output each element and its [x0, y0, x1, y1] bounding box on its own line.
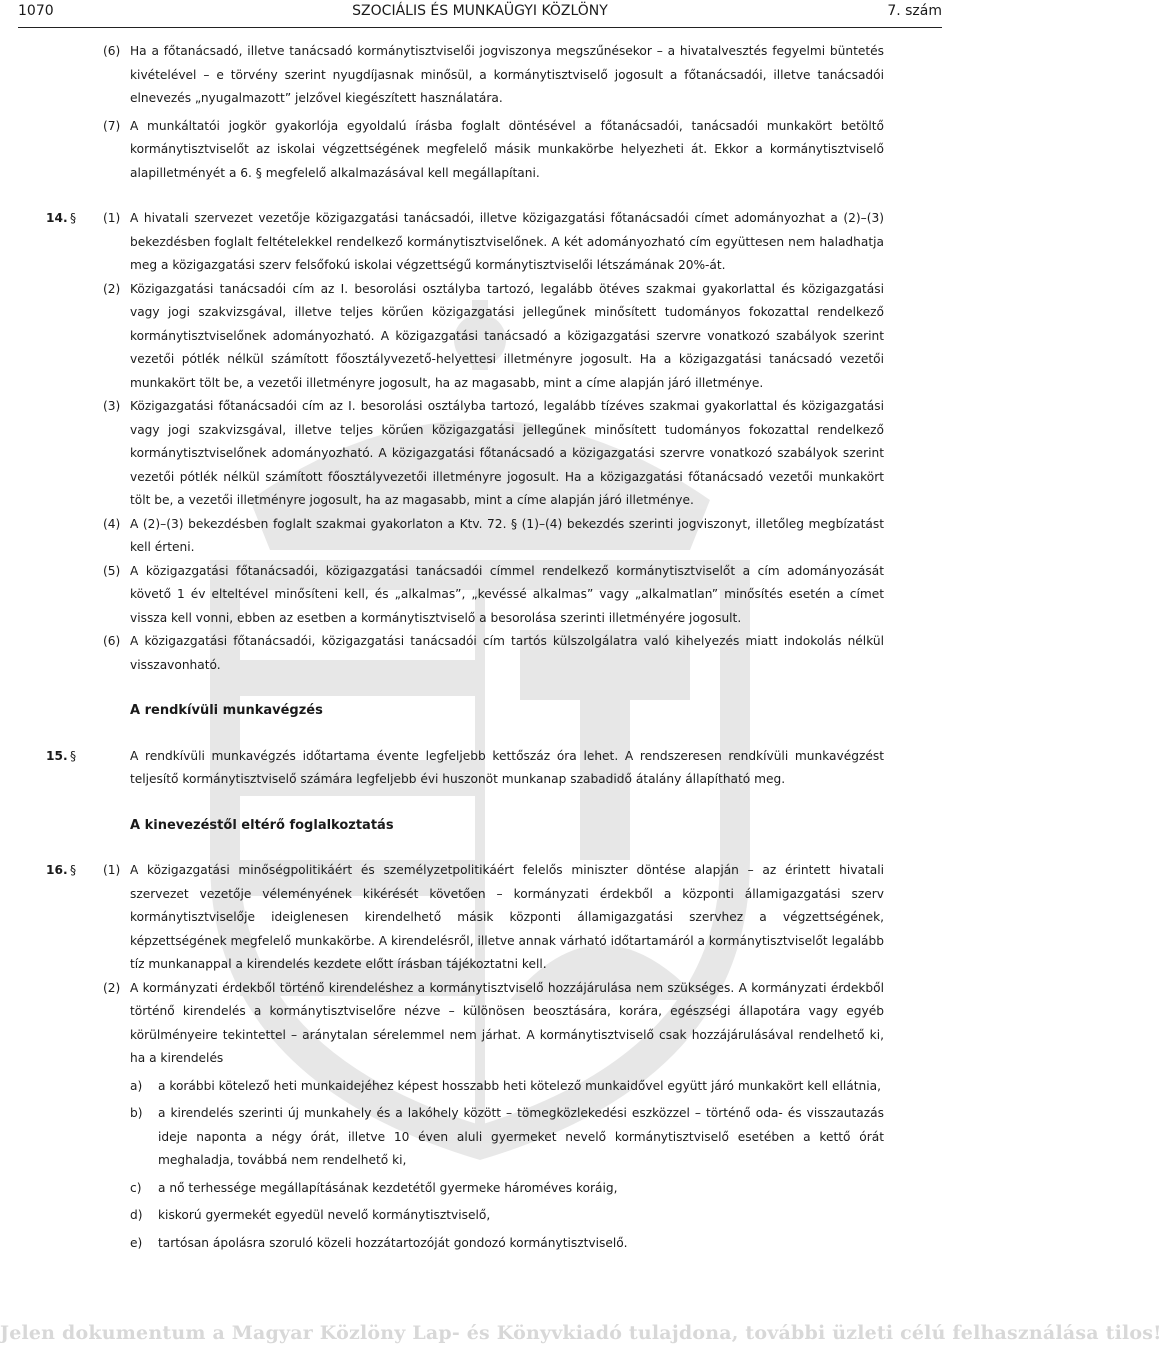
paragraph: [0, 560, 960, 631]
list-item: [0, 1232, 960, 1256]
issue-number: 7. szám: [887, 3, 942, 19]
paragraph-number: (3): [103, 399, 121, 413]
paragraph-text: A munkáltatói jogkör gyakorlója egyoldalú írásba foglalt döntésével a főtanácsadói, tanácsadói munkakört betöltő kormánytisztviselőt az iskolai végzettségének megfelelő másik munkakörbe helyezheti át. Ekkor a kormánytisztviselő alapilletményét a 6. § megfelelő alkalmazásával kell megállapítani.: [130, 118, 884, 180]
list-item: [0, 1204, 960, 1228]
point-label: e): [130, 1235, 143, 1250]
paragraph: [0, 630, 960, 677]
paragraph-number: (7): [103, 118, 121, 133]
page-header: [18, 3, 942, 28]
paragraph-text: A közigazgatási főtanácsadói, közigazgatási tanácsadói címmel rendelkező kormánytisztviselőt a cím adományozását követő 1 év elteltével minősíteni kell, és „alkalmas”, „kevéssé alkalmas” vagy „alkalmatlan” minősítés esetén a címet vissza kell vonni, ebben az esetben a kormánytisztviselő a besorolása szerinti illetményére jogosult.: [130, 563, 884, 625]
paragraph-number: (1): [103, 863, 121, 877]
paragraph-text: A kormányzati érdekből történő kirendeléshez a kormánytisztviselő hozzájárulása nem szükséges. A kormányzati érdekből történő kirendelés a kormánytisztviselőre nézve – különösen beosztására, korára, egészségi állapotára vagy egyéb körülményeire tekintettel – aránytalan sérelemmel nem járhat. A kormánytisztviselő csak hozzájárulásával rendelhető ki, ha a kirendelés: [130, 980, 884, 1065]
paragraph-number: (4): [103, 516, 121, 531]
section-16: [0, 859, 960, 1255]
paragraph: [0, 395, 960, 513]
point-text: a nő terhessége megállapításának kezdetétől gyermeke hároméves koráig,: [158, 1180, 618, 1195]
paragraph-number: (6): [103, 44, 121, 58]
section-symbol: §: [70, 211, 77, 225]
paragraph-text: A közigazgatási főtanácsadói, közigazgatási tanácsadói cím tartós külszolgálatra való kihelyezés miatt indokolás nélkül visszavonható.: [130, 634, 884, 672]
list-item: [0, 1102, 960, 1173]
paragraph-6: [0, 40, 960, 111]
paragraph-7: [0, 115, 960, 186]
page-number: 1070: [18, 3, 54, 19]
copyright-watermark: Jelen dokumentum a Magyar Közlöny Lap- és Könyvkiadó tulajdona, további üzleti célú felhasználása tilos!: [0, 1322, 1162, 1344]
point-label: c): [130, 1180, 142, 1195]
paragraph-text: A rendkívüli munkavégzés időtartama évente legfeljebb kettőszáz óra lehet. A rendszeresen rendkívüli munkavégzést teljesítő kormánytisztviselő számára legfeljebb évi huszonöt munkanap szabadidő átalány állapítható meg.: [130, 748, 884, 786]
point-text: tartósan ápolásra szoruló közeli hozzátartozóját gondozó kormánytisztviselő.: [158, 1235, 628, 1250]
section-number: 16.: [46, 863, 68, 877]
paragraph: [0, 859, 960, 977]
section-14: [0, 207, 960, 677]
paragraph-text: A közigazgatási minőségpolitikáért és személyzetpolitikáért felelős miniszter döntése alapján – az érintett hivatali szervezet vezetője véleményének kikérését követően – kormányzati érdekből a központi államigazgatási szerv kormánytisztviselője ideiglenesen kirendelhető másik központi államigazgatási szervhez a végzettségének, képzettségének megfelelő munkakörbe. A kirendelésről, illetve annak várható időtartamáról a kormánytisztviselőt legalább tíz munkanappal a kirendelés kezdete előtt írásban tájékoztatni kell.: [130, 863, 884, 971]
paragraph: [0, 207, 960, 278]
list-item: [0, 1075, 960, 1099]
point-text: a kirendelés szerinti új munkahely és a lakóhely között – tömegközlekedési eszközzel – történő oda- és visszautazás ideje naponta a négy órát, illetve 10 éven aluli gyermeket nevelő kormánytisztviselő esetében a kettő órát meghaladja, továbbá nem rendelhető ki,: [158, 1106, 884, 1167]
paragraph-number: (2): [103, 980, 121, 995]
list-item: [0, 1177, 960, 1201]
paragraph-number: (6): [103, 634, 121, 648]
paragraph: [0, 278, 960, 396]
section-heading: A kinevezéstől eltérő foglalkoztatás: [130, 817, 394, 833]
paragraph-number: (5): [103, 563, 121, 578]
section-symbol: §: [70, 863, 77, 877]
paragraph-text: Ha a főtanácsadó, illetve tanácsadó kormánytisztviselői jogviszonya megszűnésekor – a hivatalvesztés fegyelmi büntetés kivételével – e törvény szerint nyugdíjasnak minősül, a kormánytisztviselő jogosult a főtanácsadói, illetve tanácsadói elnevezés „nyugalmazott” jelzővel kiegészített használatára.: [130, 44, 884, 105]
paragraph: [0, 977, 960, 1071]
section-number: 14.: [46, 211, 68, 225]
paragraph-text: Közigazgatási tanácsadói cím az I. besorolási osztályba tartozó, legalább ötéves szakmai gyakorlattal és közigazgatási vagy jogi szakvizsgával, illetve teljes körűen közigazgatási jellegűnek minősített tudományos fokozattal rendelkező kormánytisztviselőnek adományozható. A közigazgatási tanácsadó a közigazgatási szervre vonatkozó szabályok szerint vezetői pótlék nélkül számított főosztályvezető-helyettesi illetményre jogosult. Ha a közigazgatási tanácsadó vezetői munkakört tölt be, a vezetői illetményre jogosult, ha az magasabb, mint a címe alapján járó illetménye.: [130, 281, 884, 390]
section-number: 15.: [46, 748, 68, 763]
paragraph-text: A hivatali szervezet vezetője közigazgatási tanácsadói, illetve közigazgatási főtanácsadói címet adományozhat a (2)–(3) bekezdésben foglalt feltételekkel rendelkező kormánytisztviselőnek. A két adományozható cím együttesen nem haladhatja meg a közigazgatási szerv felsőfokú iskolai végzettségű kormánytisztviselői létszámának 20%-át.: [130, 211, 884, 272]
paragraph-text: Közigazgatási főtanácsadói cím az I. besorolási osztályba tartozó, legalább tízéves szakmai gyakorlattal és közigazgatási vagy jogi szakvizsgával, illetve teljes körűen közigazgatási jellegűnek minősített tudományos fokozattal rendelkező kormánytisztviselőnek adományozható. A közigazgatási főtanácsadó a közigazgatási szervre vonatkozó szabályok szerint vezetői pótlék nélkül számított főosztályvezetői illetményre jogosult. Ha a közigazgatási főtanácsadó vezetői munkakört tölt be, a vezetői illetményre jogosult, ha az magasabb, mint a címe alapján járó illetménye.: [130, 399, 884, 507]
section-15: [0, 745, 960, 792]
paragraph-number: (1): [103, 211, 121, 225]
paragraph-text: A (2)–(3) bekezdésben foglalt szakmai gyakorlaton a Ktv. 72. § (1)–(4) bekezdés szerinti jogviszonyt, illetőleg megbízatást kell érteni.: [130, 516, 884, 554]
point-label: d): [130, 1208, 143, 1222]
paragraph-number: (2): [103, 281, 121, 296]
section-symbol: §: [70, 748, 77, 763]
journal-title: SZOCIÁLIS ÉS MUNKAÜGYI KÖZLÖNY: [352, 3, 608, 19]
paragraph: [0, 513, 960, 560]
document-body: [0, 40, 960, 1255]
point-text: a korábbi kötelező heti munkaidejéhez képest hosszabb heti kötelező munkaidővel együtt járó munkakört kell ellátnia,: [158, 1078, 881, 1093]
paragraph: [0, 745, 960, 792]
point-text: kiskorú gyermekét egyedül nevelő kormánytisztviselő,: [158, 1208, 491, 1222]
point-label: a): [130, 1078, 143, 1093]
section-heading: A rendkívüli munkavégzés: [130, 703, 323, 718]
point-label: b): [130, 1106, 143, 1120]
